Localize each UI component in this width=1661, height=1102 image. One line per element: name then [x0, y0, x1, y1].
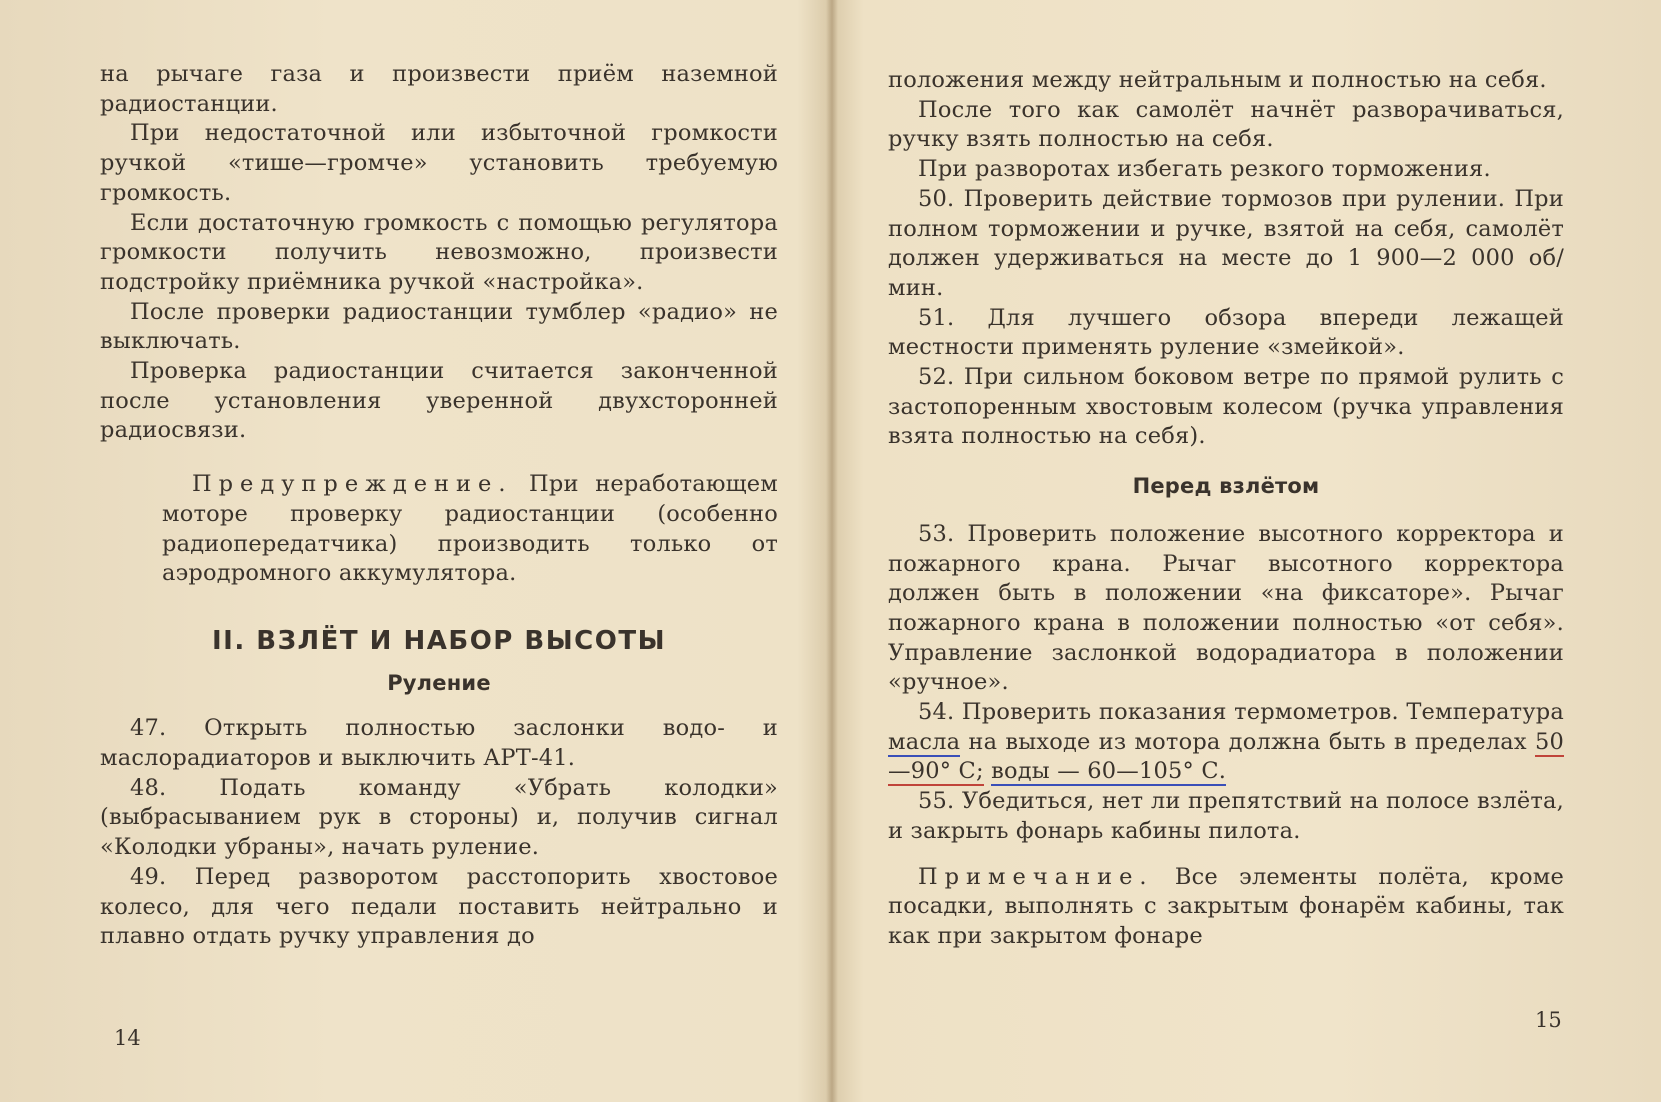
list-item: 50. Проверить действие тормозов при рулении. При полном торможении и ручке, взятой на себя, самолёт должен удерживаться на месте до 1 900—2 000 об/мин.	[888, 185, 1564, 301]
paragraph: При разворотах избегать резкого торможения.	[918, 156, 1491, 183]
underlined-water-range: воды — 60—105° С.	[991, 758, 1227, 785]
left-page	[100, 60, 778, 952]
note-label: Примечание.	[918, 863, 1154, 890]
list-item: 51. Для лучшего обзора впереди лежащей местности применять руление «змейкой».	[888, 304, 1564, 361]
item-54-text-b: на выходе из мотора должна быть в пределах	[968, 728, 1527, 755]
paragraph: При недостаточной или избыточной громкости ручкой «тише—громче» установить требуемую громкость.	[100, 120, 778, 206]
list-item: 55. Убедиться, нет ли препятствий на полосе взлёта, и закрыть фонарь кабины пилота.	[888, 788, 1564, 844]
paragraph: Если достаточную громкость с помощью регулятора громкости получить невозможно, произвести подстройку приёмника ручкой «настройка».	[100, 209, 778, 295]
warning-block	[162, 470, 778, 589]
warning-text: При неработающем моторе проверку радиостанции (особенно радиопередатчика) производить только от аэродромного аккумулятора.	[162, 471, 778, 587]
underlined-oil: масла	[888, 728, 961, 755]
subsection-title: Руление	[387, 670, 491, 695]
warning-label: Предупреждение.	[192, 471, 513, 498]
section-title: II. ВЗЛЁТ И НАБОР ВЫСОТЫ	[211, 625, 667, 656]
paragraph: Проверка радиостанции считается законченной после установления уверенной двухсторонней радиосвязи.	[100, 358, 778, 444]
underlined-oil-range: 50—90° С;	[888, 728, 1565, 785]
subsection-title: Перед взлётом	[1132, 474, 1320, 499]
list-item: 49. Перед разворотом расстопорить хвостовое колесо, для чего педали поставить нейтрально и плавно отдать ручку управления до	[100, 863, 778, 950]
paragraph: положения между нейтральным и полностью на себя.	[888, 67, 1547, 93]
list-item: 53. Проверить положение высотного корректора и пожарного крана. Рычаг высотного корректора должен быть в положении «на фиксаторе». Рычаг пожарного крана в положении полностью «от себя». Управление заслонкой водорадиатора в положении «ручное».	[888, 520, 1564, 696]
paragraph: на рычаге газа и произвести приём наземной радиостанции.	[100, 61, 778, 117]
note-text: Все элементы полёта, кроме посадки, выполнять с закрытым фонарём кабины, так как при закрытом фонаре	[888, 863, 1564, 949]
list-item: 48. Подать команду «Убрать колодки» (выбрасыванием рук в стороны) и, получив сигнал «Колодки убраны», начать руление.	[100, 774, 778, 861]
book-gutter	[826, 0, 838, 1102]
right-page	[888, 66, 1564, 952]
item-54-text-a: 54. Проверить показания термометров. Температура	[918, 699, 1564, 726]
paragraph: После проверки радиостанции тумблер «радио» не выключать.	[100, 298, 778, 355]
list-item: 47. Открыть полностью заслонки водо- и маслорадиаторов и выключить АРТ-41.	[100, 715, 778, 772]
note-block	[888, 863, 1564, 952]
list-item	[888, 698, 1564, 787]
paragraph: После того как самолёт начнёт разворачиваться, ручку взять полностью на себя.	[888, 96, 1564, 153]
page-number-right: 15	[1535, 1008, 1562, 1032]
list-item: 52. При сильном боковом ветре по прямой рулить с застопоренным хвостовым колесом (ручка управления взята полностью на себя).	[888, 364, 1564, 450]
page-number-left: 14	[114, 1026, 141, 1050]
